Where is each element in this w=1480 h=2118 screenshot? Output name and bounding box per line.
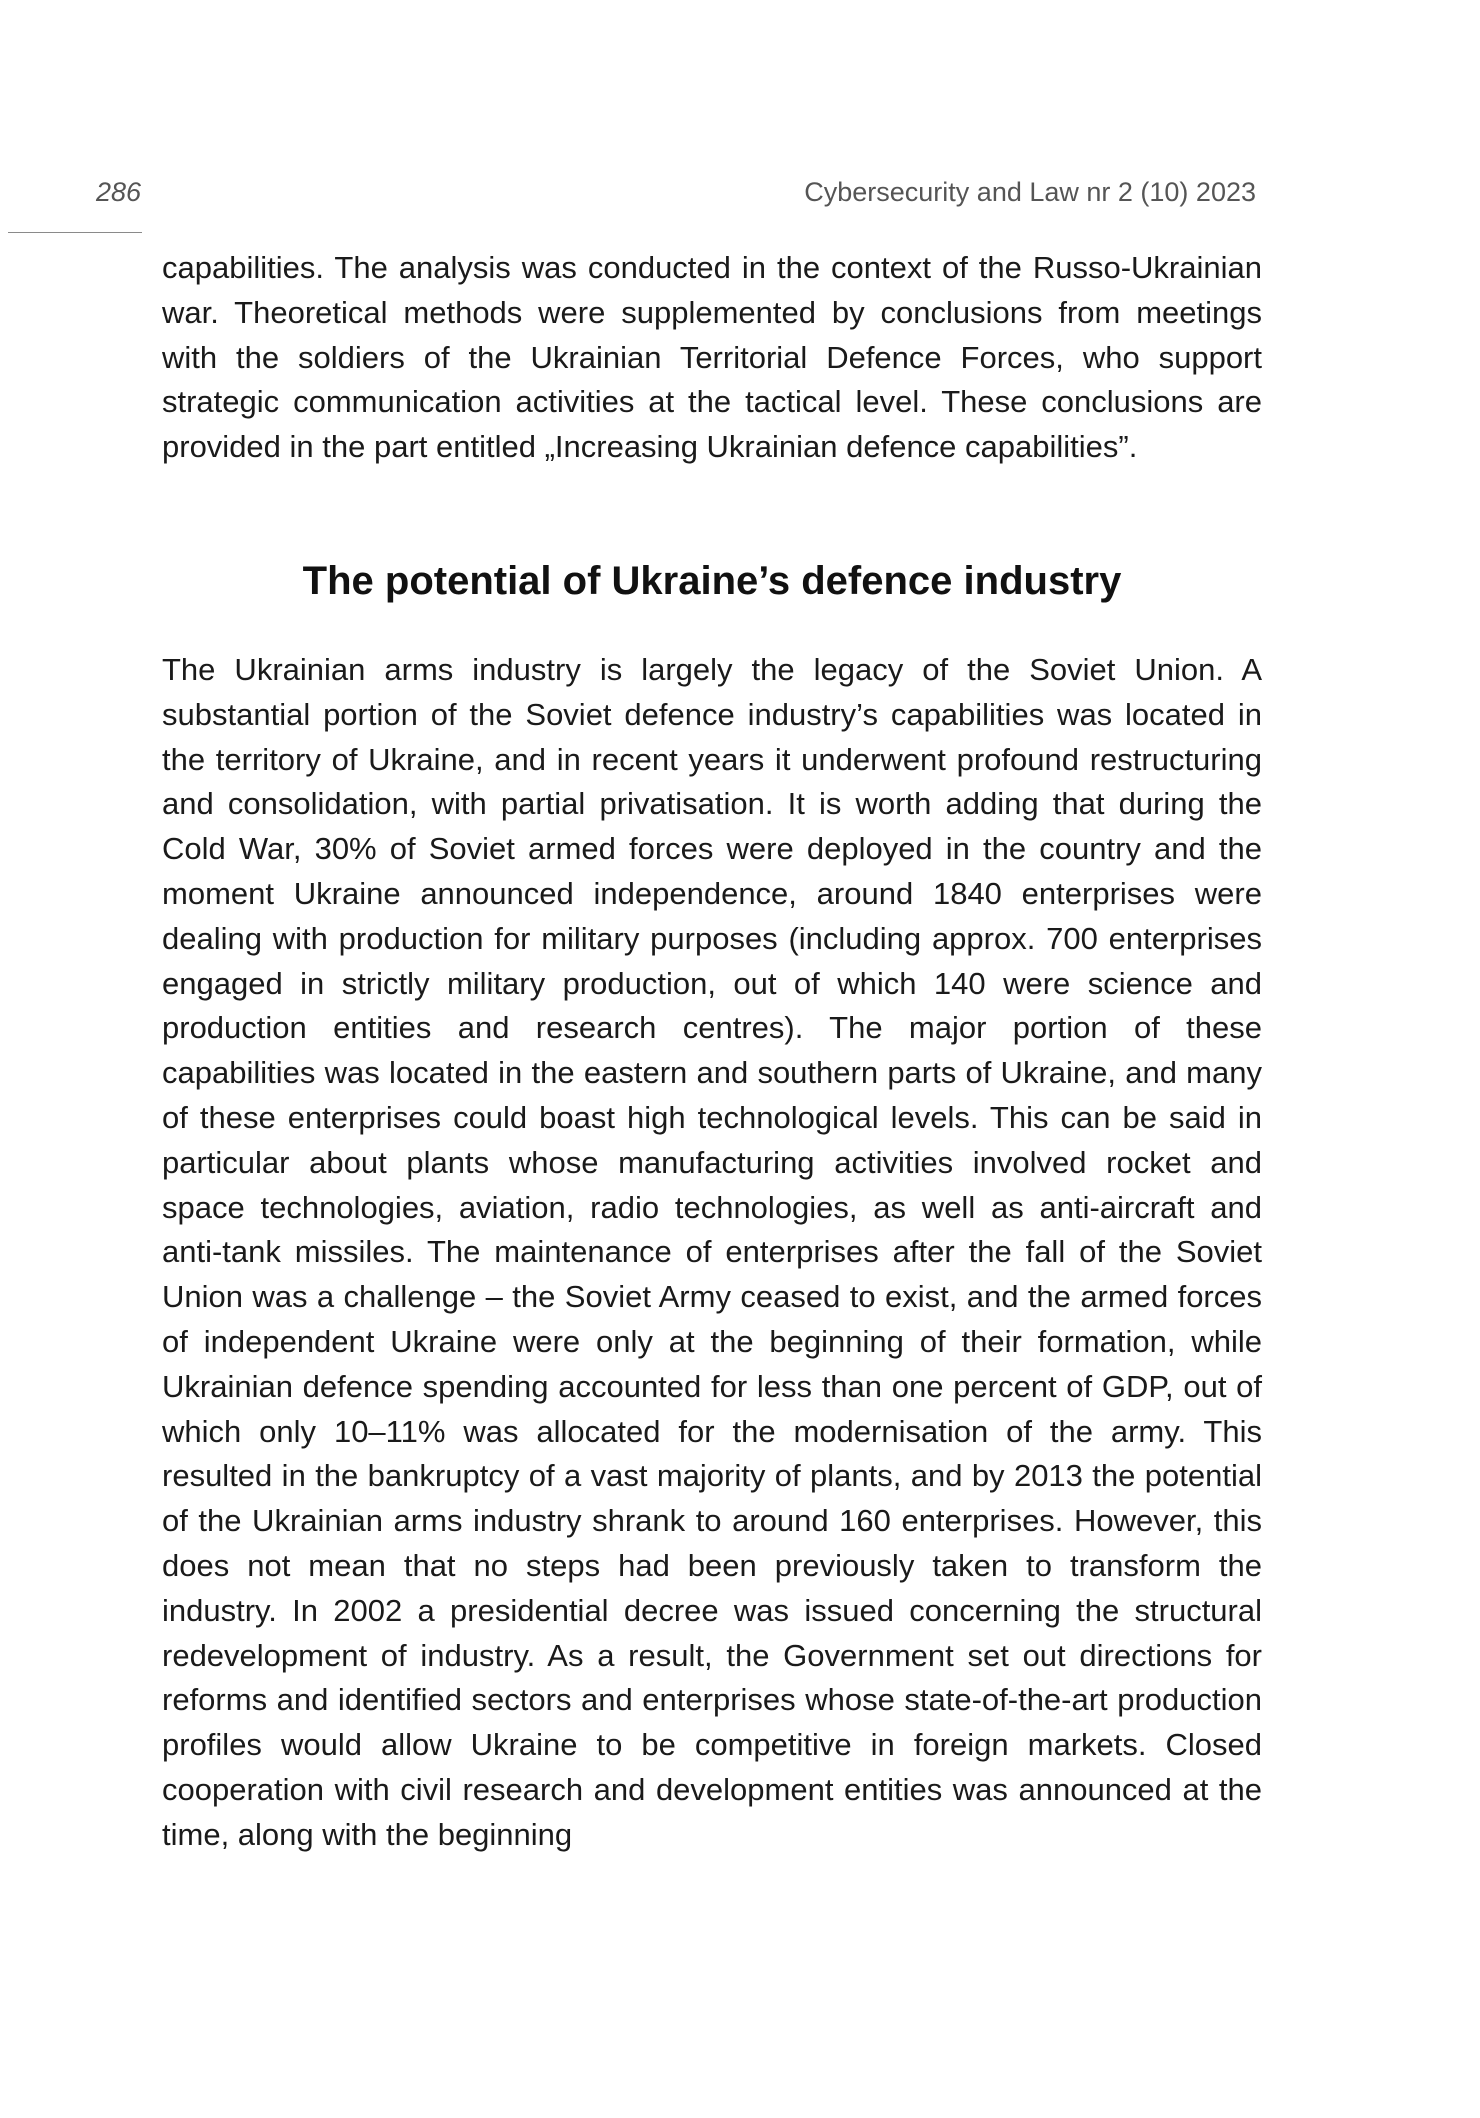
page-number: 286 [96,177,142,207]
journal-title: Cybersecurity and Law nr 2 (10) 2023 [804,177,1256,207]
running-header [0,172,1480,212]
body-paragraph-continued: capabilities. The analysis was conducted in the context of the Russo-Ukrainian war. Theoretical methods were supplemented by conclusions from meetings with the soldiers of the Ukrainian Territorial Defence Forces, who support strategic communication activities at the tactical level. These conclusions are provided in the part entitled „Increasing Ukrainian defence capabilities”. [162,250,1262,465]
body-paragraph: The Ukrainian arms industry is largely the legacy of the Soviet Union. A substantial portion of the Soviet defence industry’s capabilities was located in the territory of Ukraine, and in recent years it underwent profound restructuring and consolidation, with partial privatisation. It is worth adding that during the Cold War, 30% of Soviet armed forces were deployed in the country and the moment Ukraine announced independence, around 1840 enterprises were dealing with production for military purposes (including approx. 700 enterprises engaged in strictly military production, out of which 140 were science and production entities and research centres). The major portion of these capabilities was located in the eastern and southern parts of Ukraine, and many of these enterprises could boast high technological levels. This can be said in particular about plants whose manufacturing activities involved rocket and space technologies, aviation, radio technologies, as well as anti-aircraft and anti-tank missiles. The maintenance of enterprises after the fall of the Soviet Union was a challenge – the Soviet Army ceased to exist, and the armed forces of independent Ukraine were only at the beginning of their formation, while Ukrainian defence spending accounted for less than one percent of GDP, out of which only 10–11% was allocated for the modernisation of the army. This resulted in the bankruptcy of a vast majority of plants, and by 2013 the potential of the Ukrainian arms industry shrank to around 160 enterprises. However, this does not mean that no steps had been previously taken to transform the industry. In 2002 a presidential decree was issued concerning the structural redevelopment of industry. As a result, the Government set out directions for reforms and identified sectors and enterprises whose state-of-the-art production profiles would allow Ukraine to be competitive in foreign markets. Closed cooperation with civil research and development entities was announced at the time, along with the beginning [162,652,1262,1852]
section-heading: The potential of Ukraine’s defence industry [302,559,1122,603]
header-divider [8,232,142,233]
